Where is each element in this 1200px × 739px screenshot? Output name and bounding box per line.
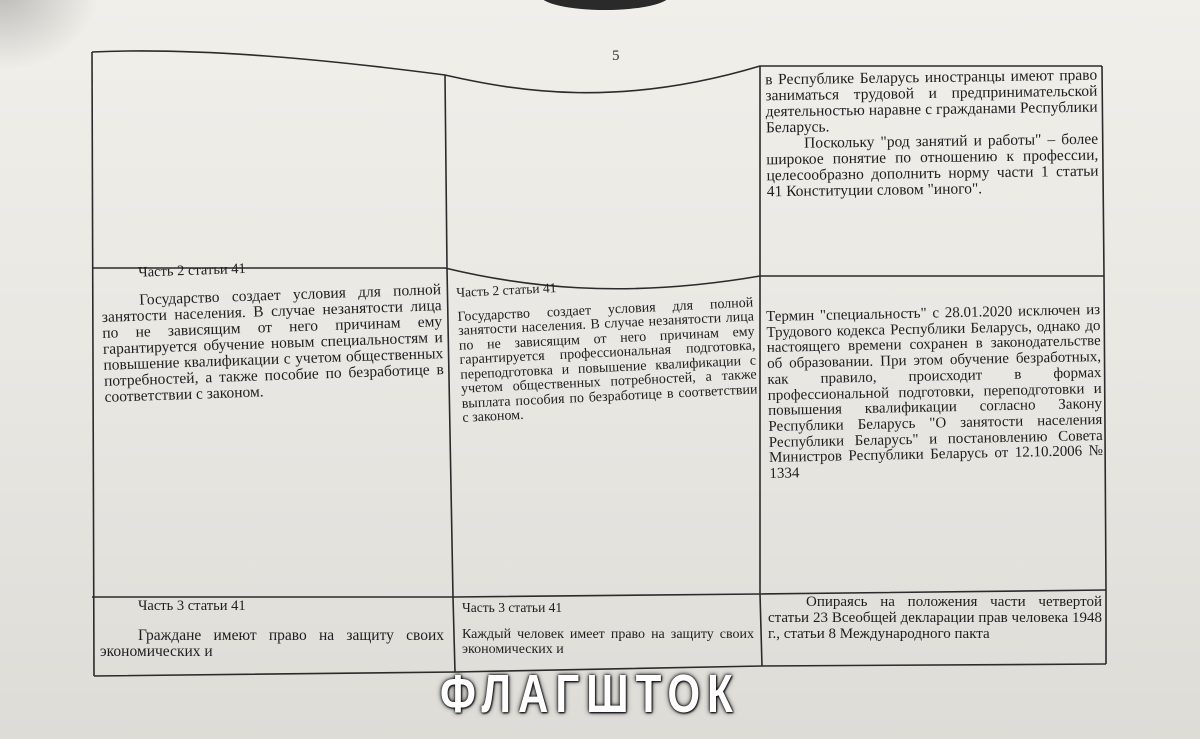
watermark-logo: ФЛАГШТОК (440, 664, 740, 724)
row3-middle-cell (462, 600, 754, 657)
row2-right-cell (766, 303, 1104, 483)
row3-right-cell (768, 594, 1102, 642)
row2-left-heading: Часть 2 статьи 41 (137, 260, 247, 281)
row2-middle-heading: Часть 2 статьи 41 (455, 280, 557, 300)
row3-middle-paragraph: Каждый человек имеет право на защиту своих экономических и (462, 627, 754, 657)
row1-right-paragraph-2: Поскольку "род занятий и работы" – более широкое понятие по отношению к профессии, целесообразно дополнить норму части 1 статьи 41 Конституции словом "иного". (766, 130, 1099, 201)
row2-middle-cell (456, 272, 759, 427)
row3-left-paragraph: Граждане имеют право на защиту своих экономических и (100, 627, 444, 660)
row1-right-cell (765, 68, 1099, 201)
row2-left-cell (100, 254, 445, 406)
row3-left-cell (100, 598, 444, 660)
row3-right-paragraph: Опираясь на положения части четвертой статьи 23 Всеобщей декларации прав человека 1948 г., статьи 8 Международного пакта (768, 594, 1102, 642)
row2-left-paragraph: Государство создает условия для полной занятости населения. В случае незанятости лица по не зависящим от него причинам ему гарантируется обучение новым специальностям и повышение квалификации с учетом общественных потребностей, а также пособие по безработице в соответствии с законом. (101, 281, 445, 406)
row2-right-paragraph: Термин "специальность" с 28.01.2020 исключен из Трудового кодекса Республики Беларусь, однако до настоящего времени сохранен в законодательстве об образовании. При этом обучение безработных, как правило, происходит в формах профессиональной подготовки, переподготовки и повышения квалификации согласно Закону Республики Беларусь "О занятости населения Республики Беларусь" и постановлению Совета Министров Республики Беларусь от 12.10.2006 № 1334 (765, 302, 1104, 482)
row3-middle-heading: Часть 3 статьи 41 (462, 600, 563, 615)
page-number: 5 (612, 48, 620, 64)
row3-left-heading: Часть 3 статьи 41 (138, 598, 246, 614)
row2-middle-paragraph: Государство создает условия для полной занятости населения. В случае незанятости лица по не зависящим от него причинам ему гарантируется профессиональная подготовка, переподготовка и повышение квалификации с учетом общественных потребностей, а также выплата пособия по безработице в соответствии с законом. (457, 295, 758, 426)
row1-right-paragraph-1: в Республике Беларусь иностранцы имеют право заниматься трудовой и предпринимательской деятельностью наравне с гражданами Республики Беларусь. (765, 66, 1098, 137)
